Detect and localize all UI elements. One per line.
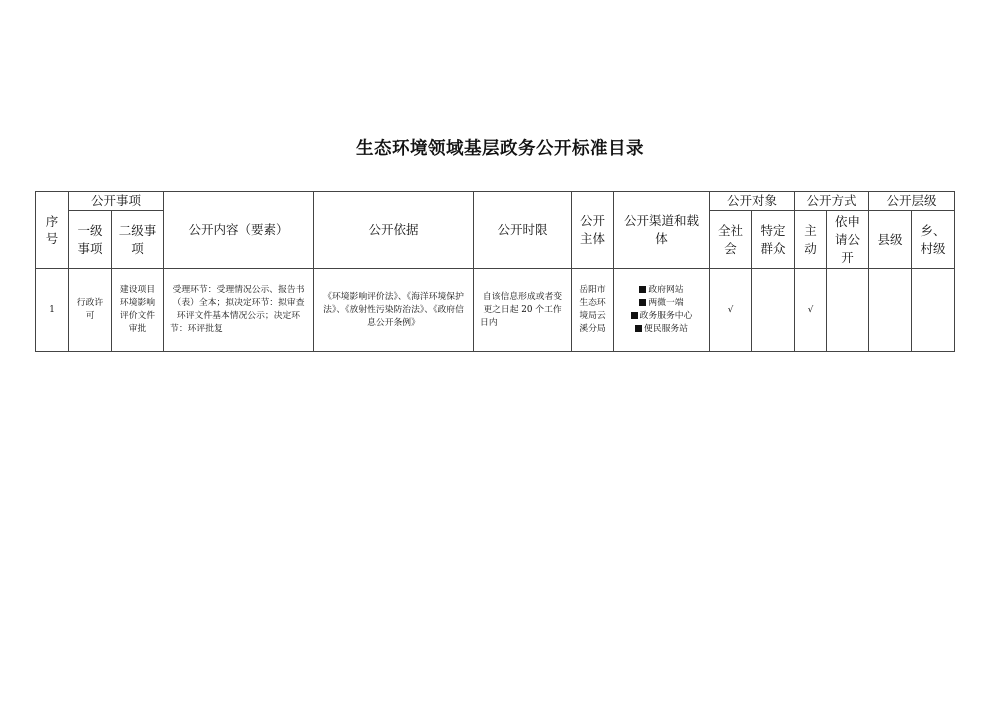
- channel-item: 政府网站: [620, 284, 703, 297]
- header-target-all: 全社会: [710, 211, 752, 269]
- square-bullet-icon: [639, 286, 646, 293]
- cell-level-county: [869, 269, 912, 352]
- channel-item: 政务服务中心: [620, 310, 703, 323]
- header-content: 公开内容（要素）: [164, 192, 314, 269]
- header-public-item: 公开事项: [69, 192, 164, 211]
- cell-period: 自该信息形成或者变更之日起 20 个工作日内: [474, 269, 572, 352]
- square-bullet-icon: [635, 325, 642, 332]
- header-channel: 公开渠道和载体: [614, 192, 710, 269]
- header-row-top: [36, 192, 955, 211]
- header-method-active: 主动: [795, 211, 827, 269]
- header-level2: 二级事项: [112, 211, 164, 269]
- header-subject: 公开主体: [572, 192, 614, 269]
- document-title: 生态环境领域基层政务公开标准目录: [356, 139, 644, 159]
- table-row: [36, 269, 955, 352]
- header-level-village: 乡、村级: [912, 211, 955, 269]
- cell-level-village: [912, 269, 955, 352]
- header-basis: 公开依据: [314, 192, 474, 269]
- cell-seq: 1: [36, 269, 69, 352]
- square-bullet-icon: [639, 299, 646, 306]
- header-method: 公开方式: [795, 192, 869, 211]
- header-level-county: 县级: [869, 211, 912, 269]
- header-target: 公开对象: [710, 192, 795, 211]
- header-target-group: 特定群众: [752, 211, 795, 269]
- cell-content: 受理环节：受理情况公示、报告书（表）全本；拟决定环节：拟审查环评文件基本情况公示；决定环节：环评批复: [164, 269, 314, 352]
- header-method-apply: 依申请公开: [827, 211, 869, 269]
- square-bullet-icon: [631, 312, 638, 319]
- header-seq: 序号: [36, 192, 69, 269]
- cell-channels: [614, 269, 710, 352]
- header-level1: 一级事项: [69, 211, 112, 269]
- cell-level1: 行政许可: [69, 269, 112, 352]
- cell-method-apply: [827, 269, 869, 352]
- cell-target-group: [752, 269, 795, 352]
- header-period: 公开时限: [474, 192, 572, 269]
- cell-basis: 《环境影响评价法》、《海洋环境保护法》、《放射性污染防治法》、《政府信息公开条例》: [314, 269, 474, 352]
- catalog-table: [35, 191, 955, 352]
- channel-item: 两微一端: [620, 297, 703, 310]
- cell-subject: 岳阳市生态环境局云溪分局: [572, 269, 614, 352]
- cell-method-active: √: [795, 269, 827, 352]
- header-level: 公开层级: [869, 192, 955, 211]
- channel-item: 便民服务站: [620, 323, 703, 336]
- cell-target-all: √: [710, 269, 752, 352]
- cell-level2: 建设项目环境影响评价文件审批: [112, 269, 164, 352]
